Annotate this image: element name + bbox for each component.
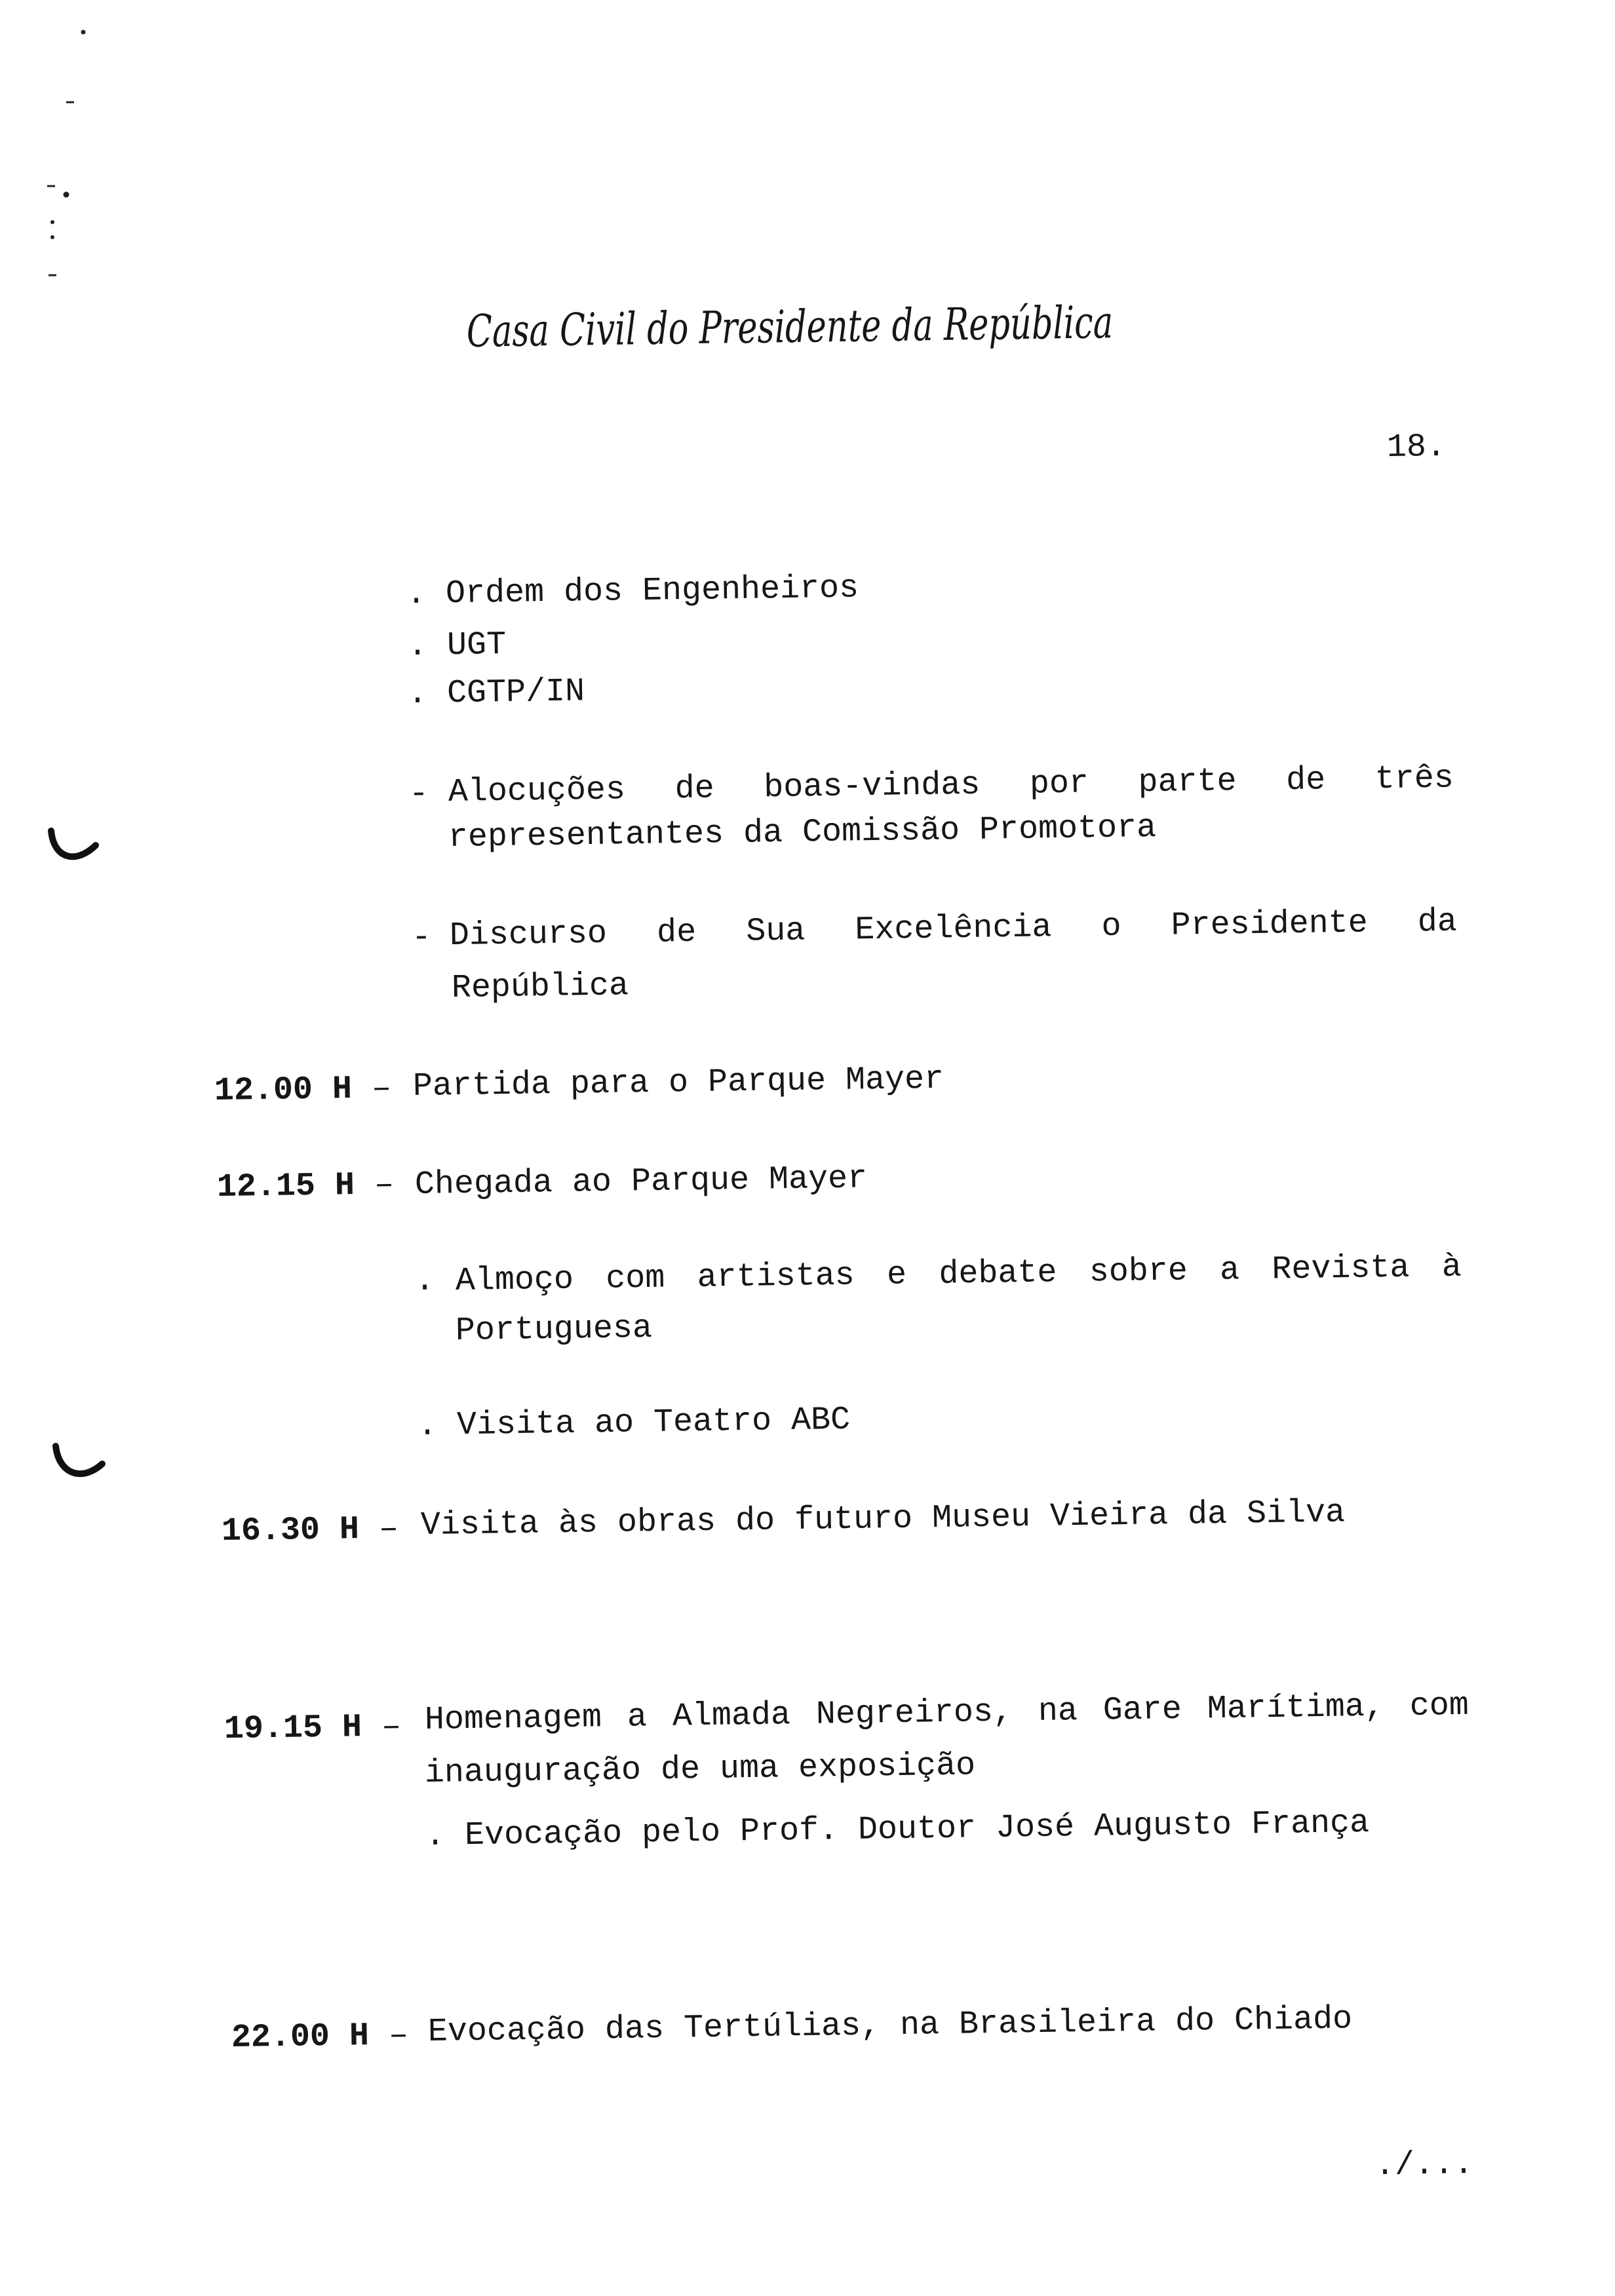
schedule-time: 12.15 H <box>216 1167 355 1206</box>
attendee-item <box>406 569 859 614</box>
punch-hole-mark <box>46 1428 118 1494</box>
schedule-separator: – <box>374 1166 395 1204</box>
bullet-marker: . <box>406 575 427 613</box>
schedule-time-label <box>214 1070 392 1111</box>
schedule-time-label <box>231 2017 409 2057</box>
sub-item <box>425 1805 1370 1856</box>
sub-item <box>418 1402 851 1445</box>
sub-item-line: Almoço com artistas e debate sobre a Revista à <box>455 1248 1462 1300</box>
schedule-description-line: inauguração de uma exposição <box>424 1747 976 1792</box>
schedule-time-label <box>224 1708 402 1749</box>
scan-speck <box>64 192 69 198</box>
schedule-description-line: Homenagem a Almada Negreiros, na Gare Marítima, com <box>424 1687 1469 1739</box>
schedule-separator: – <box>381 1708 402 1746</box>
page-number: 18. <box>1386 428 1447 467</box>
attendee-item <box>408 673 585 714</box>
speech-item-marker: - <box>411 919 432 957</box>
speech-item-line: Alocuções de boas-vindas por parte de três <box>448 759 1454 811</box>
punch-hole-mark <box>39 813 111 878</box>
schedule-time: 19.15 H <box>224 1709 362 1748</box>
letterhead-title: Casa Civil do Presidente da República <box>466 297 1114 358</box>
scan-specks <box>0 0 131 295</box>
schedule-time-label <box>222 1510 399 1551</box>
speech-item-line: representantes da Comissão Promotora <box>448 809 1157 856</box>
sub-item-marker: . <box>414 1262 435 1300</box>
sub-item-marker: . <box>425 1817 446 1855</box>
continuation-mark: ./... <box>1374 2145 1474 2185</box>
schedule-separator: – <box>378 1510 399 1548</box>
attendee-name: CGTP/IN <box>446 673 585 713</box>
schedule-separator: – <box>371 1070 392 1108</box>
attendee-item <box>408 626 507 666</box>
schedule-time: 12.00 H <box>214 1071 353 1110</box>
schedule-time: 22.00 H <box>231 2018 370 2057</box>
schedule-description-line: Chegada ao Parque Mayer <box>414 1160 868 1204</box>
sub-item-line: Portuguesa <box>455 1309 653 1350</box>
schedule-time-label <box>217 1166 395 1207</box>
attendee-name: UGT <box>446 626 507 665</box>
sub-item-marker: . <box>417 1407 438 1445</box>
sub-item-line: Evocação pelo Prof. Doutor José Augusto França <box>464 1804 1370 1855</box>
scan-speck <box>50 235 54 239</box>
attendee-name: Ordem dos Engenheiros <box>445 569 859 613</box>
speech-item-line: República <box>451 967 629 1007</box>
speech-item-line: Discurso de Sua Excelência o Presidente da <box>449 903 1458 955</box>
sub-item-line: Visita ao Teatro ABC <box>456 1401 851 1445</box>
schedule-separator: – <box>388 2017 409 2055</box>
bullet-marker: . <box>407 675 428 713</box>
scan-speck <box>50 220 54 224</box>
speech-item-marker: - <box>408 775 429 813</box>
schedule-description-line: Visita às obras do futuro Museu Vieira da Silva <box>420 1494 1346 1544</box>
schedule-description-line: Partida para o Parque Mayer <box>412 1060 944 1105</box>
schedule-description-line: Evocação das Tertúlias, na Brasileira do Chiado <box>427 2000 1353 2051</box>
scan-speck <box>81 30 86 35</box>
bullet-marker: . <box>407 627 428 665</box>
schedule-time: 16.30 H <box>221 1511 360 1550</box>
